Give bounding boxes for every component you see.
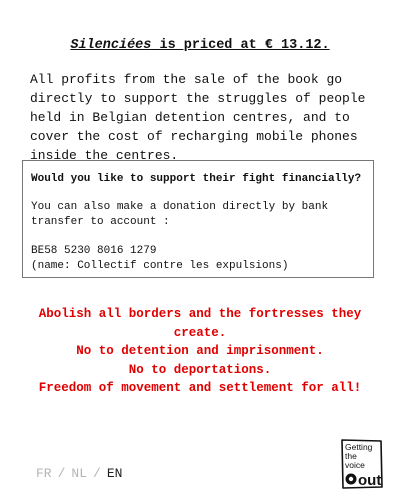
lang-nl-link[interactable]: NL — [71, 466, 88, 481]
slogan-line: create. — [173, 325, 227, 340]
logo-text-out: out — [358, 472, 382, 489]
slogans — [20, 305, 380, 398]
slogan-line: No to deportations. — [128, 362, 272, 377]
bank-account-name: (name: Collectif contre les expulsions) — [31, 260, 289, 272]
price-text: is priced at € 13.12. — [151, 38, 330, 53]
lang-en-link[interactable]: EN — [106, 466, 123, 481]
logo-text-getting: Getting — [345, 442, 373, 452]
megaphone-icon — [346, 474, 357, 485]
intro-paragraph: All profits from the sale of the book go directly to support the struggles of people held in Belgian detention centres, and to cover the cost of recharging mobile phones inside the centres. — [30, 72, 366, 163]
logo-text-voice: voice — [345, 460, 365, 470]
getting-the-voice-out-logo[interactable] — [340, 438, 384, 490]
price-statement — [0, 38, 400, 53]
lang-separator: / — [93, 466, 101, 481]
lang-fr-link[interactable]: FR — [36, 466, 52, 481]
book-title: Silenciées — [70, 38, 152, 53]
logo-text-the: the — [345, 451, 357, 461]
slogan-line: No to detention and imprisonment. — [76, 344, 324, 358]
lang-separator: / — [57, 466, 66, 481]
slogan-line: Freedom of movement and settlement for all! — [38, 381, 362, 395]
donation-text: You can also make a donation directly by bank transfer to account : — [31, 201, 329, 228]
support-question: Would you like to support their fight financially? — [31, 173, 362, 185]
bank-account-number: BE58 5230 8016 1279 — [31, 245, 157, 257]
slogan-line: Abolish all borders and the fortresses they — [38, 307, 362, 321]
support-box — [22, 160, 374, 278]
language-switcher — [36, 466, 122, 481]
